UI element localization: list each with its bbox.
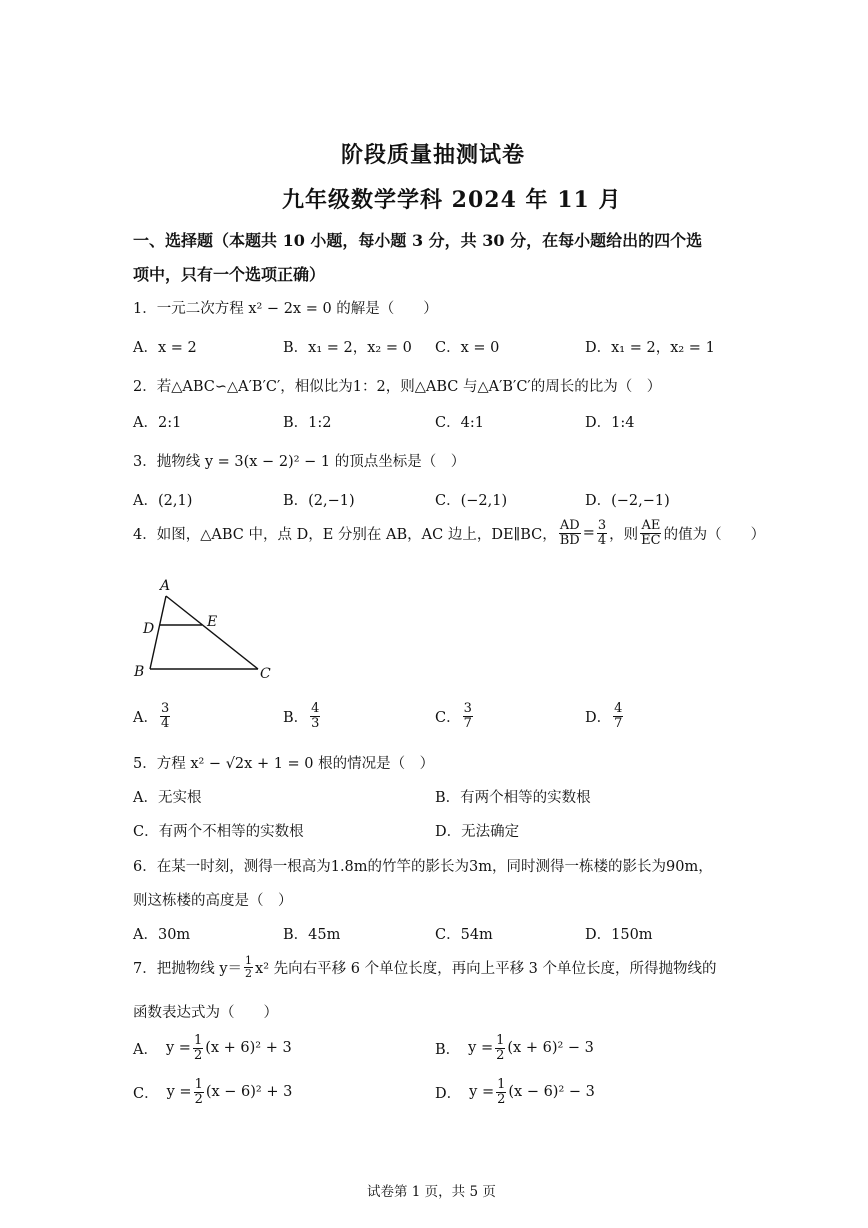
option-letter: C． — [133, 1085, 159, 1102]
fraction-numerator: 1 — [193, 1033, 203, 1048]
fraction-numerator: 4 — [311, 701, 320, 716]
fraction-denominator: 4 — [160, 715, 170, 731]
question-5-option-c: C．有两个不相等的实数根 — [133, 824, 304, 840]
question-2-option-a: A．2:1 — [133, 415, 182, 431]
fraction-denominator: 4 — [597, 532, 607, 548]
label-b: B — [134, 664, 145, 680]
side-ac — [166, 596, 258, 669]
question-7-option-d — [435, 1078, 595, 1106]
section-heading-line2: 项中，只有一个选项正确） — [133, 265, 326, 284]
question-7-stem-part2: x² 先向右平移 6 个单位长度，再向上平移 3 个单位长度，所得抛物线的 — [255, 960, 717, 977]
question-5-option-b: B．有两个相等的实数根 — [435, 790, 591, 806]
option-fraction — [496, 1078, 506, 1106]
option-prefix: y = — [469, 1084, 495, 1101]
question-7-stem-line1 — [133, 955, 717, 979]
page-subtitle: 九年级数学学科 2024 年 11 月 — [282, 187, 622, 213]
question-3-stem: 3．抛物线 y = 3(x − 2)² − 1 的顶点坐标是（ ） — [133, 454, 466, 470]
fraction-numerator: 3 — [160, 701, 170, 716]
question-5-stem: 5．方程 x² − √2x + 1 = 0 根的情况是（ ） — [133, 756, 435, 772]
fraction-numerator: 1 — [496, 1033, 505, 1048]
fraction-numerator: 1 — [245, 954, 253, 967]
question-4-stem-part3: 的值为（ ） — [663, 526, 766, 543]
triangle-figure — [128, 572, 278, 684]
question-7-stem-part1: 7．把抛物线 y＝ — [133, 960, 243, 977]
fraction-denominator: 7 — [463, 715, 472, 731]
option-letter: D． — [435, 1085, 462, 1102]
fraction-denominator: 7 — [614, 715, 623, 731]
question-6-stem-line2: 则这栋楼的高度是（ ） — [133, 893, 293, 909]
option-letter: B． — [435, 1041, 461, 1058]
question-3-option-b: B．(2,−1) — [283, 493, 355, 509]
fraction-numerator: AD — [559, 518, 580, 533]
fraction-numerator: AE — [641, 518, 661, 533]
question-4-option-b — [283, 702, 322, 730]
fraction-denominator: 2 — [193, 1047, 203, 1063]
question-4-fraction-ae-ec — [640, 519, 661, 547]
question-5-option-a: A．无实根 — [133, 790, 202, 806]
question-4-fraction-ad-bd — [559, 519, 581, 547]
question-3-option-c: C．(−2,1) — [435, 493, 508, 509]
question-2-option-b: B．1:2 — [283, 415, 332, 431]
question-4-option-d — [585, 702, 625, 730]
question-1-option-a: A．x = 2 — [133, 340, 197, 356]
option-prefix: y = — [468, 1040, 494, 1057]
fraction-numerator: 4 — [614, 701, 623, 716]
option-fraction — [193, 1034, 203, 1062]
label-d: D — [143, 621, 155, 637]
fraction-denominator: BD — [559, 532, 580, 548]
option-expression: (x + 6)² − 3 — [507, 1040, 594, 1057]
question-4-stem-part1: 4．如图，△ABC 中，点 D，E 分别在 AB，AC 边上，DE∥BC， — [133, 526, 557, 543]
option-expression: (x + 6)² + 3 — [205, 1040, 292, 1057]
question-4-fraction-3-4 — [597, 519, 607, 547]
fraction-denominator: 2 — [497, 1091, 506, 1107]
option-prefix: y = — [166, 1084, 192, 1101]
question-1-option-d: D．x₁ = 2，x₂ = 1 — [585, 340, 715, 356]
question-2-option-c: C．4:1 — [435, 415, 484, 431]
question-7-option-a — [133, 1034, 292, 1062]
question-6-option-c: C．54m — [435, 927, 493, 943]
question-6-option-d: D．150m — [585, 927, 653, 943]
option-expression: (x − 6)² − 3 — [508, 1084, 595, 1101]
question-4-option-c — [435, 702, 475, 730]
fraction-numerator: 1 — [194, 1077, 203, 1092]
question-2-stem: 2．若△ABC∽△A′B′C′，相似比为1：2，则△ABC 与△A′B′C′的周长的比为（ ） — [133, 379, 662, 395]
option-letter: A． — [133, 1041, 158, 1058]
fraction-denominator: EC — [641, 532, 661, 548]
question-6-option-a: A．30m — [133, 927, 191, 943]
question-4-option-a — [133, 702, 172, 730]
fraction-denominator: 2 — [496, 1047, 505, 1063]
question-3-option-a: A．(2,1) — [133, 493, 193, 509]
question-3-option-d: D．(−2,−1) — [585, 493, 670, 509]
fraction-numerator: 3 — [463, 701, 472, 716]
fraction-numerator: 1 — [497, 1077, 506, 1092]
question-1-option-b: B．x₁ = 2，x₂ = 0 — [283, 340, 412, 356]
option-fraction — [463, 702, 473, 730]
question-4-equals: = — [582, 525, 595, 542]
question-7-option-c — [133, 1078, 292, 1106]
option-fraction — [613, 702, 623, 730]
option-fraction — [310, 702, 320, 730]
question-7-stem-fraction — [244, 955, 253, 979]
question-7-stem-line2: 函数表达式为（ ） — [133, 1005, 278, 1021]
section-heading-line1: 一、选择题（本题共 10 小题，每小题 3 分，共 30 分，在每小题给出的四个选 — [133, 231, 703, 250]
option-fraction — [160, 702, 170, 730]
label-c: C — [260, 666, 271, 682]
question-5-option-d: D．无法确定 — [435, 824, 520, 840]
label-e: E — [207, 614, 218, 630]
option-letter: B． — [283, 709, 309, 726]
fraction-numerator: 3 — [597, 518, 607, 533]
page-title: 阶段质量抽测试卷 — [341, 142, 526, 168]
question-6-stem-line1: 6．在某一时刻，测得一根高为1.8m的竹竿的影长为3m，同时测得一栋楼的影长为90m， — [133, 859, 713, 875]
fraction-denominator: 2 — [245, 966, 253, 980]
question-1-stem: 1．一元二次方程 x² − 2x = 0 的解是（ ） — [133, 301, 438, 317]
option-letter: A． — [133, 709, 158, 726]
option-fraction — [495, 1034, 505, 1062]
question-7-option-b — [435, 1034, 594, 1062]
question-2-option-d: D．1:4 — [585, 415, 635, 431]
option-letter: C． — [435, 709, 461, 726]
fraction-denominator: 2 — [194, 1091, 203, 1107]
question-4-stem-part2: ，则 — [609, 526, 639, 543]
label-a: A — [160, 578, 171, 594]
option-prefix: y = — [165, 1040, 191, 1057]
option-expression: (x − 6)² + 3 — [205, 1084, 293, 1101]
fraction-denominator: 3 — [311, 715, 320, 731]
question-1-option-c: C．x = 0 — [435, 340, 500, 356]
option-letter: D． — [585, 709, 612, 726]
option-fraction — [194, 1078, 204, 1106]
page-footer: 试卷第 1 页，共 5 页 — [367, 1184, 496, 1200]
question-6-option-b: B．45m — [283, 927, 341, 943]
question-4-stem — [133, 519, 765, 547]
